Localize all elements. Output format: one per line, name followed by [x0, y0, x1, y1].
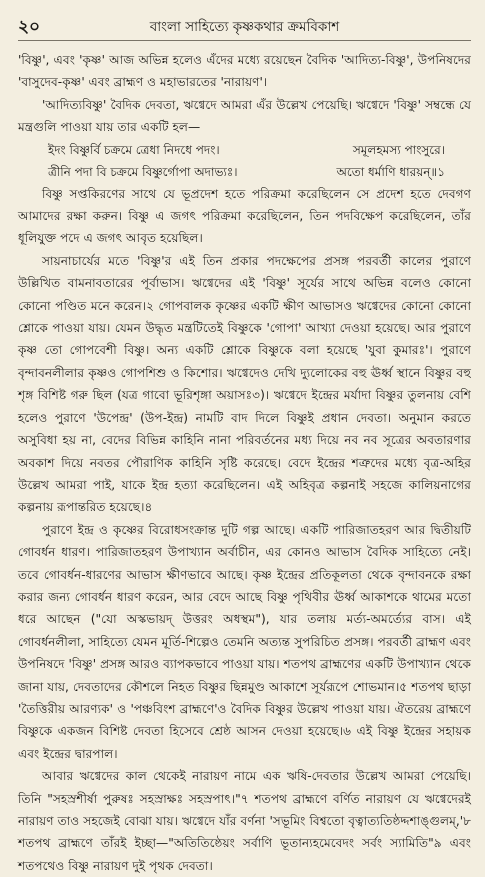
verse-left: ত্রীনি পদা বি চক্রমে বিষ্ণুর্গোপা অদাভ্যঃ। — [48, 164, 238, 179]
paragraph: বিষ্ণু সপ্তকিরণের সাথে যে ভূপ্রদেশ হতে পরিক্রমা করেছিলেন সে প্রদেশ হতে দেবগণ আমাদের রক্ষা করুন। বিষ্ণু এ জগৎ পরিক্রমা করেছিলেন, তিন পদবিক্ষেপ করেছিলেন, তাঁর ধূলিযুক্ত পদে এ জগৎ আবৃত হয়েছিল। — [18, 186, 471, 246]
verse-line — [18, 161, 471, 183]
running-title: বাংলা সাহিত্যে কৃষ্ণকথার ক্রমবিকাশ — [149, 19, 340, 35]
paragraph: আবার ঋগ্বেদের কাল থেকেই নারায়ণ নামে এক ঋষি-দেবতার উল্লেখ আমরা পেয়েছি। তিনি "সহস্রশীর্ষা পুরুষঃ সহস্রাক্ষঃ সহস্রপাৎ।"৭ শতপথ ব্রাহ্মণে বর্ণিত নারায়ণ যে ঋগ্বেদেরই নারায়ণ তাও সহজেই বোঝা যায়। ঋগ্বেদে যাঁর বর্ণনা 'সভূমিং বিশ্বতো বৃত্বাত্যতিষ্ঠদ্দশাঙ্গুলম্,'৮ শতপথ ব্রাহ্মণে তাঁরই ইচ্ছা—"অতিতিষ্ঠেয়ং সর্বাণি ভূতান্যহমেবেদং সর্বং স্যামিতি"৯ এবং শতপথেও বিষ্ণু নারায়ণ দুই পৃথক দেবতা। — [18, 769, 471, 873]
page-body — [18, 49, 471, 877]
page-number: ২০ — [18, 17, 41, 37]
verse-left: ইদং বিষ্ণুর্বি চক্রমে ত্রেধা নিদধে পদং। — [48, 142, 220, 157]
page-header — [18, 14, 471, 41]
paragraph: পুরাণে ইন্দ্র ও কৃষ্ণের বিরোধসংক্রান্ত দুটি গল্প আছে। একটি পারিজাতহরণ আর দ্বিতীয়টি গোবর্ধন ধারণ। পারিজাতহরণ উপাখ্যান অর্বাচীন, এর কোনও আভাস বৈদিক সাহিত্যে নেই। তবে গোবর্ধন-ধারণের আভাস ক্ষীণভাবে আছে। কৃষ্ণ ইন্দ্রের প্রতিকূলতা থেকে বৃন্দাবনকে রক্ষা করার জন্য গোবর্ধন ধারণ করেন, আর বেদে আছে বিষ্ণু পৃথিবীর ঊর্ধ্ব আকাশকে থামের মতো ধরে আছেন ("যো অস্কভায়দ্ উত্তরং অধস্থম"), যার তলায় মর্ত্য-অমর্ত্যের বাস। এই গোবর্ধনলীলা, সাহিত্যে যেমন মূর্তি-শিল্পেও তেমনি অত্যন্ত সুপরিচিত প্রসঙ্গ। পরবর্তী ব্রাহ্মণ এবং উপনিষদে 'বিষ্ণু' প্রসঙ্গ আরও ব্যাপকভাবে পাওয়া যায়। শতপথ ব্রাহ্মণের একটি উপাখ্যান থেকে জানা যায়, দেবতাদের কৌশলে নিহত বিষ্ণুর ছিন্নমুণ্ড আকাশে সূর্যরূপে শোভমান।৫ শতপথ ছাড়া 'তৈত্তিরীয় আরণ্যক' ও 'পঞ্চবিংশ ব্রাহ্মণে'ও বৈদিক বিষ্ণুর উল্লেখ পাওয়া যায়। ঐতরেয় ব্রাহ্মণে বিষ্ণুকে একজন বিশিষ্ট দেবতা হিসেবে শ্রেষ্ঠ আসন দেওয়া হয়েছে।৬ এই বিষ্ণু ইন্দ্রের সহায়ক এবং ইন্দ্রের দ্বারপাল। — [18, 522, 471, 761]
verse-right: সমূলহমস্য পাংসুরে। — [352, 142, 445, 157]
verse-line — [18, 139, 471, 161]
paragraph: 'আদিত্যবিষ্ণু' বৈদিক দেবতা, ঋগ্বেদে আমরা এঁর উল্লেখ পেয়েছি। ঋগ্বেদে 'বিষ্ণু' সম্বন্ধে যে মন্ত্রগুলি পাওয়া যায় তার একটি হল— — [18, 97, 471, 135]
paragraph: 'বিষ্ণু', এবং 'কৃষ্ণ' আজ অভিন্ন হলেও এঁদের মধ্যে রয়েছেন বৈদিক 'আদিত্য-বিষ্ণু', উপনিষদের 'বাসুদেব-কৃষ্ণ' এবং ব্রাহ্মণ ও মহাভারতের 'নারায়ণ'। — [18, 53, 471, 90]
paragraph: সায়নাচার্যের মতে 'বিষ্ণু'র এই তিন প্রকার পদক্ষেপের প্রসঙ্গ পরবর্তী কালের পুরাণে উল্লিখিত বামনাবতারের পূর্বাভাস। ঋগ্বেদের এই 'বিষ্ণু' সূর্যের সাথে অভিন্ন বলেও কোনো কোনো পণ্ডিত মনে করেন।২ গোপবালক কৃষ্ণের একটি ক্ষীণ আভাসও ঋগ্বেদের কোনো কোনো শ্লোকে পাওয়া যায়। যেমন উদ্ধৃত মন্ত্রটিতেই বিষ্ণুকে 'গোপা' আখ্যা দেওয়া হয়েছে। আর পুরাণে কৃষ্ণ তো গোপবেশী বিষ্ণু। অন্য একটি শ্লোকে বিষ্ণুকে বলা হয়েছে 'যুবা কুমারঃ'। পুরাণে বৃন্দাবনলীলার কৃষ্ণও গোপশিশু ও কিশোর। ঋগ্বেদেও দেখি দ্যুলোকের বহু ঊর্ধ্ব স্থানে বিষ্ণুর বহু শৃঙ্গ বিশিষ্ট গরু ছিল (যত্র গাবো ভূরিশৃঙ্গা অয়াসঃ৩)। ঋগ্বেদে ইন্দ্রের মর্যাদা বিষ্ণুর তুলনায় বেশি হলেও পুরাণে 'উপেন্দ্র' (উপ-ইন্দ্র) নামটি বাদ দিলে বিষ্ণুই প্রধান দেবতা। অনুমান করতে অসুবিধা হয় না, বেদের বিভিন্ন কাহিনি নানা পরিবর্তনের মধ্য দিয়ে নব নব সূত্রের অবতারণার অবকাশ দিয়ে নবতর পৌরাণিক কাহিনি সৃষ্টি করেছে। বেদে ইন্দ্রের শত্রুদের মধ্যে বৃত্র-অহির উল্লেখ আমরা পাই, যাকে ইন্দ্র হত্যা করেছিলেন। এই অহিবৃত্র কল্পনাই সহজে কালিয়নাগের কল্পনায় রূপান্তরিত হয়েছে।৪ — [18, 253, 471, 515]
verse-right: অতো ধর্মাণি ধারয়ন্‌॥১ — [336, 164, 445, 179]
